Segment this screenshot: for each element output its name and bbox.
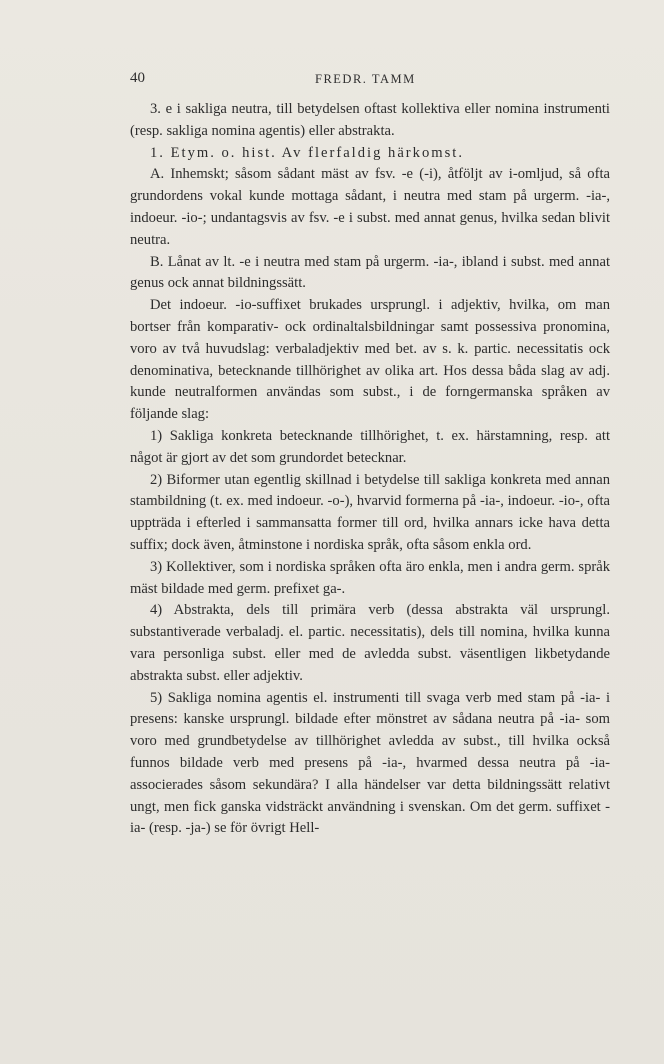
paragraph-section-3: 3. e i sakliga neutra, till betydelsen oftast kollektiva eller nomina instrumenti (resp. sakliga nomina agentis) eller abstrakta. [130, 101, 610, 139]
paragraph-a-native: A. Inhemskt; såsom sådant mäst av fsv. -e (-i), åtföljt av i-omljud, så ofta grundordens vokal kunde mottaga sådant, i neutra med stam på urgerm. -ia-, indoeur. -io-; undantagsvis av fsv. -e i subst. med annat genus, hvilka sedan blivit neutra. [130, 166, 610, 248]
paragraph-etymology-heading: 1. Etym. o. hist. Av flerfaldig härkomst. [150, 144, 464, 161]
page-header [130, 70, 610, 90]
paragraph-b-borrowed: B. Lånat av lt. -e i neutra med stam på urgerm. -ia-, ibland i subst. med annat genus ock annat bildningssätt. [130, 253, 610, 292]
body-text [130, 99, 610, 840]
paragraph-item-5: 5) Sakliga nomina agentis el. instrumenti till svaga verb med stam på -ia- i presens: kanske ursprungl. bildade efter mönstret av sådana neutra på -ia- som voro med grundbetydelse av tillhörighet avledda av subst., till hvilka också funnos bildade verb med presens på -ia-, hvarmed dessa neutra på -ia- associerades såsom sekundära? I alla händelser var detta bildningssätt relativt ungt, men fick ganska vidsträckt användning i svenskan. Om det germ. suffixet -ia- (resp. -ja-) se för övrigt Hell- [130, 689, 610, 837]
paragraph-item-4: 4) Abstrakta, dels till primära verb (dessa abstrakta väl ursprungl. substantiverade verbaladj. el. partic. necessitatis), dels till nomina, hvilka kunna vara personliga subst. eller med de avledda subst. väsentligen likbetydande abstrakta subst. eller adjektiv. [130, 602, 610, 684]
page-number: 40 [130, 70, 145, 86]
paragraph-item-2: 2) Biformer utan egentlig skillnad i betydelse till sakliga konkreta med annan stambildning (t. ex. med indoeur. -o-), hvarvid formerna på -ia-, indoeur. -io-, ofta uppträda i efterled i sammansatta former till ord, hvilka annars icke hava detta suffix; dock även, åtminstone i nordiska språk, ofta såsom enkla ord. [130, 471, 610, 553]
paragraph-item-1: 1) Sakliga konkreta betecknande tillhörighet, t. ex. härstamning, resp. att något är gjort av det som grundordet betecknar. [130, 427, 610, 466]
paragraph-indo-european-suffix: Det indoeur. -io-suffixet brukades ursprungl. i adjektiv, hvilka, om man bortser från komparativ- ock ordinaltalsbildningar samt possessiva pronomina, voro av två huvudslag: verbaladjektiv med bet. av s. k. partic. necessitatis ock denominativa, betecknande tillhörighet av olika art. Hos dessa båda slag av adj. kunde neutralformen användas som subst., i de forngermanska språken av följande slag: [130, 297, 610, 423]
running-head: FREDR. TAMM [315, 72, 416, 86]
paragraph-item-3: 3) Kollektiver, som i nordiska språken ofta äro enkla, men i andra germ. språk mäst bildade med germ. prefixet ga-. [130, 558, 610, 597]
